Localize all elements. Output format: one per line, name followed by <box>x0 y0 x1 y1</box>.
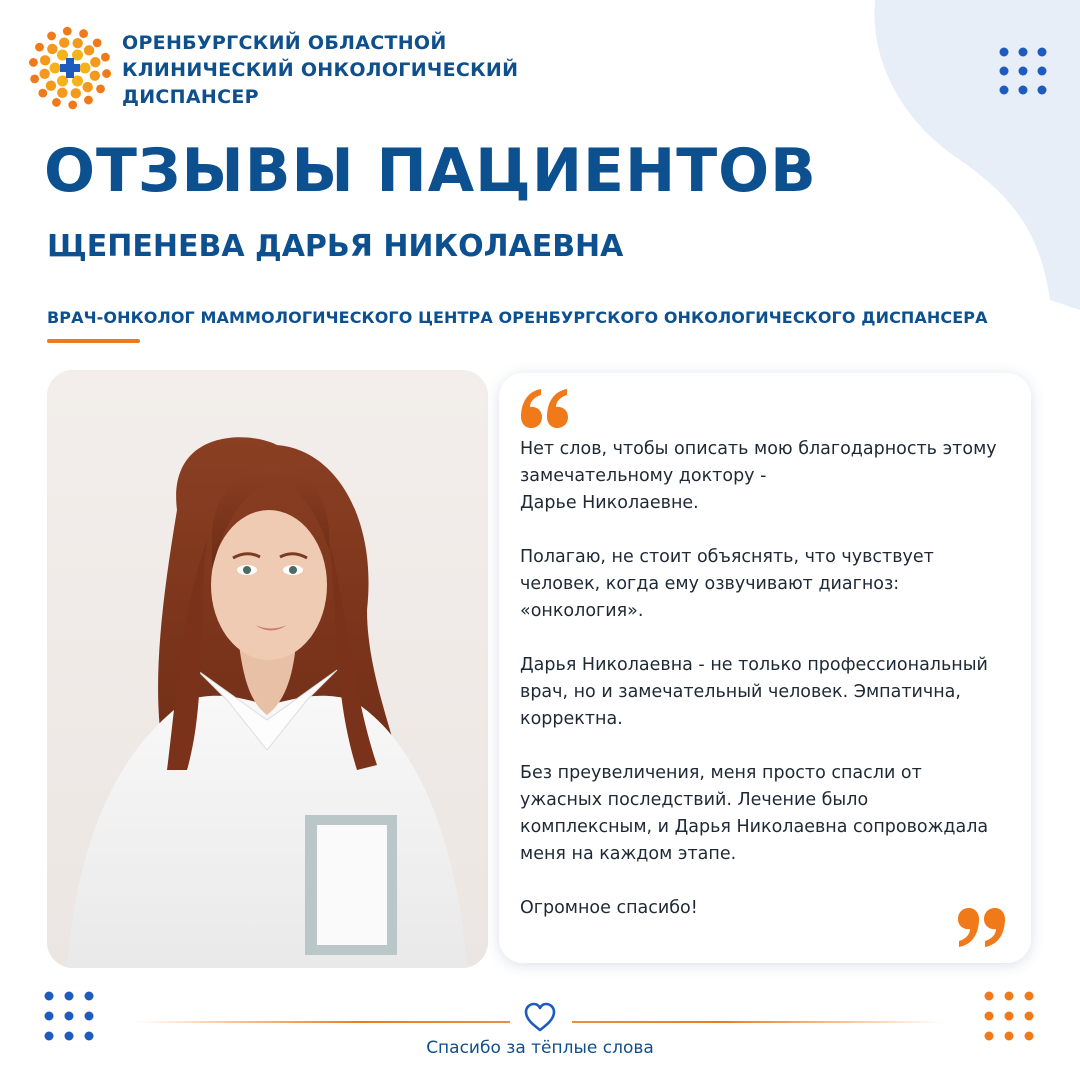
doctor-role: ВРАЧ-ОНКОЛОГ МАММОЛОГИЧЕСКОГО ЦЕНТРА ОРЕНБУРГСКОГО ОНКОЛОГИЧЕСКОГО ДИСПАНСЕРА <box>47 308 988 327</box>
footer-divider-left <box>135 1021 510 1023</box>
logo-icon <box>26 24 114 112</box>
doctor-photo <box>47 370 488 968</box>
review-paragraph-3: Дарья Николаевна - не только профессиональный врач, но и замечательный человек. Эмпатична, корректна. <box>520 655 988 729</box>
dot-grid-icon <box>43 990 97 1044</box>
dot-grid-icon <box>983 990 1037 1044</box>
footer-text: Спасибо за тёплые слова <box>426 1038 654 1058</box>
review-paragraph-4: Без преувеличения, меня просто спасли от ужасных последствий. Лечение было комплексным, и Дарья Николаевна сопровождала меня на каждом этапе. <box>520 763 989 864</box>
org-line-2: КЛИНИЧЕСКИЙ ОНКОЛОГИЧЕСКИЙ <box>122 59 519 81</box>
heart-icon <box>523 1001 557 1033</box>
organization-name <box>122 30 518 111</box>
review-paragraph-5: Огромное спасибо! <box>520 898 698 918</box>
review-text <box>520 436 1018 949</box>
dot-grid-icon <box>996 44 1050 98</box>
quote-open-icon <box>519 387 571 429</box>
review-card <box>499 373 1031 963</box>
org-line-1: ОРЕНБУРГСКИЙ ОБЛАСТНОЙ <box>122 32 447 54</box>
footer-divider-right <box>572 1021 944 1023</box>
org-line-3: ДИСПАНСЕР <box>122 86 259 108</box>
review-paragraph-2: Полагаю, не стоит объяснять, что чувствует человек, когда ему озвучивают диагноз: «онкология». <box>520 547 934 621</box>
page-title: ОТЗЫВЫ ПАЦИЕНТОВ <box>44 136 817 206</box>
review-paragraph-1: Нет слов, чтобы описать мою благодарность этому замечательному доктору - Дарье Николаевне. <box>520 439 997 513</box>
role-underline <box>47 339 140 343</box>
quote-close-icon <box>955 907 1007 949</box>
doctor-name: ЩЕПЕНЕВА ДАРЬЯ НИКОЛАЕВНА <box>47 229 624 264</box>
